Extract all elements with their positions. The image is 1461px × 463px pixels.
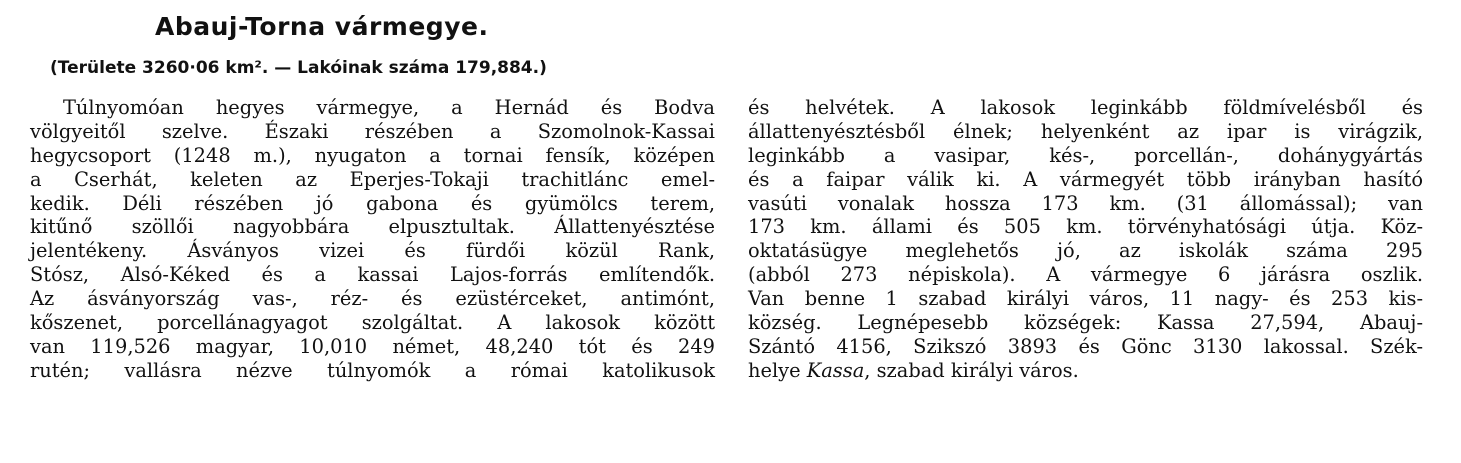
text-line: a Cserhát, keleten az Eperjes-Tokaji trachitlánc emel- [30, 167, 715, 191]
text-line: kitűnő szöllői nagyobbára elpusztultak. Állattenyésztése [30, 215, 715, 239]
seat-city-name: Kassa [806, 358, 865, 382]
text-line: van 119,526 magyar, 10,010 német, 48,240 tót és 249 [30, 334, 715, 358]
text-line: 173 km. állami és 505 km. törvényhatósági útja. Köz- [748, 215, 1423, 239]
text-line: Az ásványország vas-, réz- és ezüstérceket, antimónt, [30, 287, 715, 311]
page-title: Abauj-Torna vármegye. [155, 12, 489, 41]
text-line: hegycsoport (1248 m.), nyugaton a tornai fensík, középen [30, 143, 715, 167]
text-line: állattenyésztésből élnek; helyenként az ipar is virágzik, [748, 119, 1423, 143]
text-line: Szántó 4156, Szikszó 3893 és Gönc 3130 lakossal. Szék- [748, 334, 1423, 358]
text-line: és helvétek. A lakosok leginkább földmívelésből és [748, 96, 1423, 119]
text-line: oktatásügye meglehetős jó, az iskolák száma 295 [748, 239, 1423, 263]
text-line: község. Legnépesebb községek: Kassa 27,594, Abauj- [748, 311, 1423, 335]
text-segment: helye [748, 358, 807, 382]
text-line-final [748, 359, 1423, 383]
text-line: és a faipar válik ki. A vármegyét több irányban hasító [748, 167, 1423, 191]
text-line: Túlnyomóan hegyes vármegye, a Hernád és Bodva [63, 96, 715, 119]
text-segment: , szabad királyi város. [864, 358, 1079, 382]
text-line: jelentékeny. Ásványos vizei és fürdői közül Rank, [30, 239, 715, 263]
text-column-left [30, 96, 715, 383]
text-line: vasúti vonalak hossza 173 km. (31 állomással); van [748, 191, 1423, 215]
text-line: rutén; vallásra nézve túlnyomók a római katolikusok [30, 358, 715, 382]
text-line: kedik. Déli részében jó gabona és gyümölcs terem, [30, 191, 715, 215]
text-line: leginkább a vasipar, kés-, porcellán-, dohánygyártás [748, 143, 1423, 167]
text-line: (abból 273 népiskola). A vármegye 6 járásra oszlik. [748, 263, 1423, 287]
text-line: kőszenet, porcellánagyagot szolgáltat. A lakosok között [30, 311, 715, 335]
text-line: Stósz, Alsó-Kéked és a kassai Lajos-forrás említendők. [30, 263, 715, 287]
county-area-population: (Területe 3260·06 km². — Lakóinak száma 179,884.) [50, 58, 547, 78]
text-line: Van benne 1 szabad királyi város, 11 nagy- és 253 kis- [748, 287, 1423, 311]
text-column-right [748, 96, 1423, 383]
text-line: völgyeitől szelve. Északi részében a Szomolnok-Kassai [30, 119, 715, 143]
